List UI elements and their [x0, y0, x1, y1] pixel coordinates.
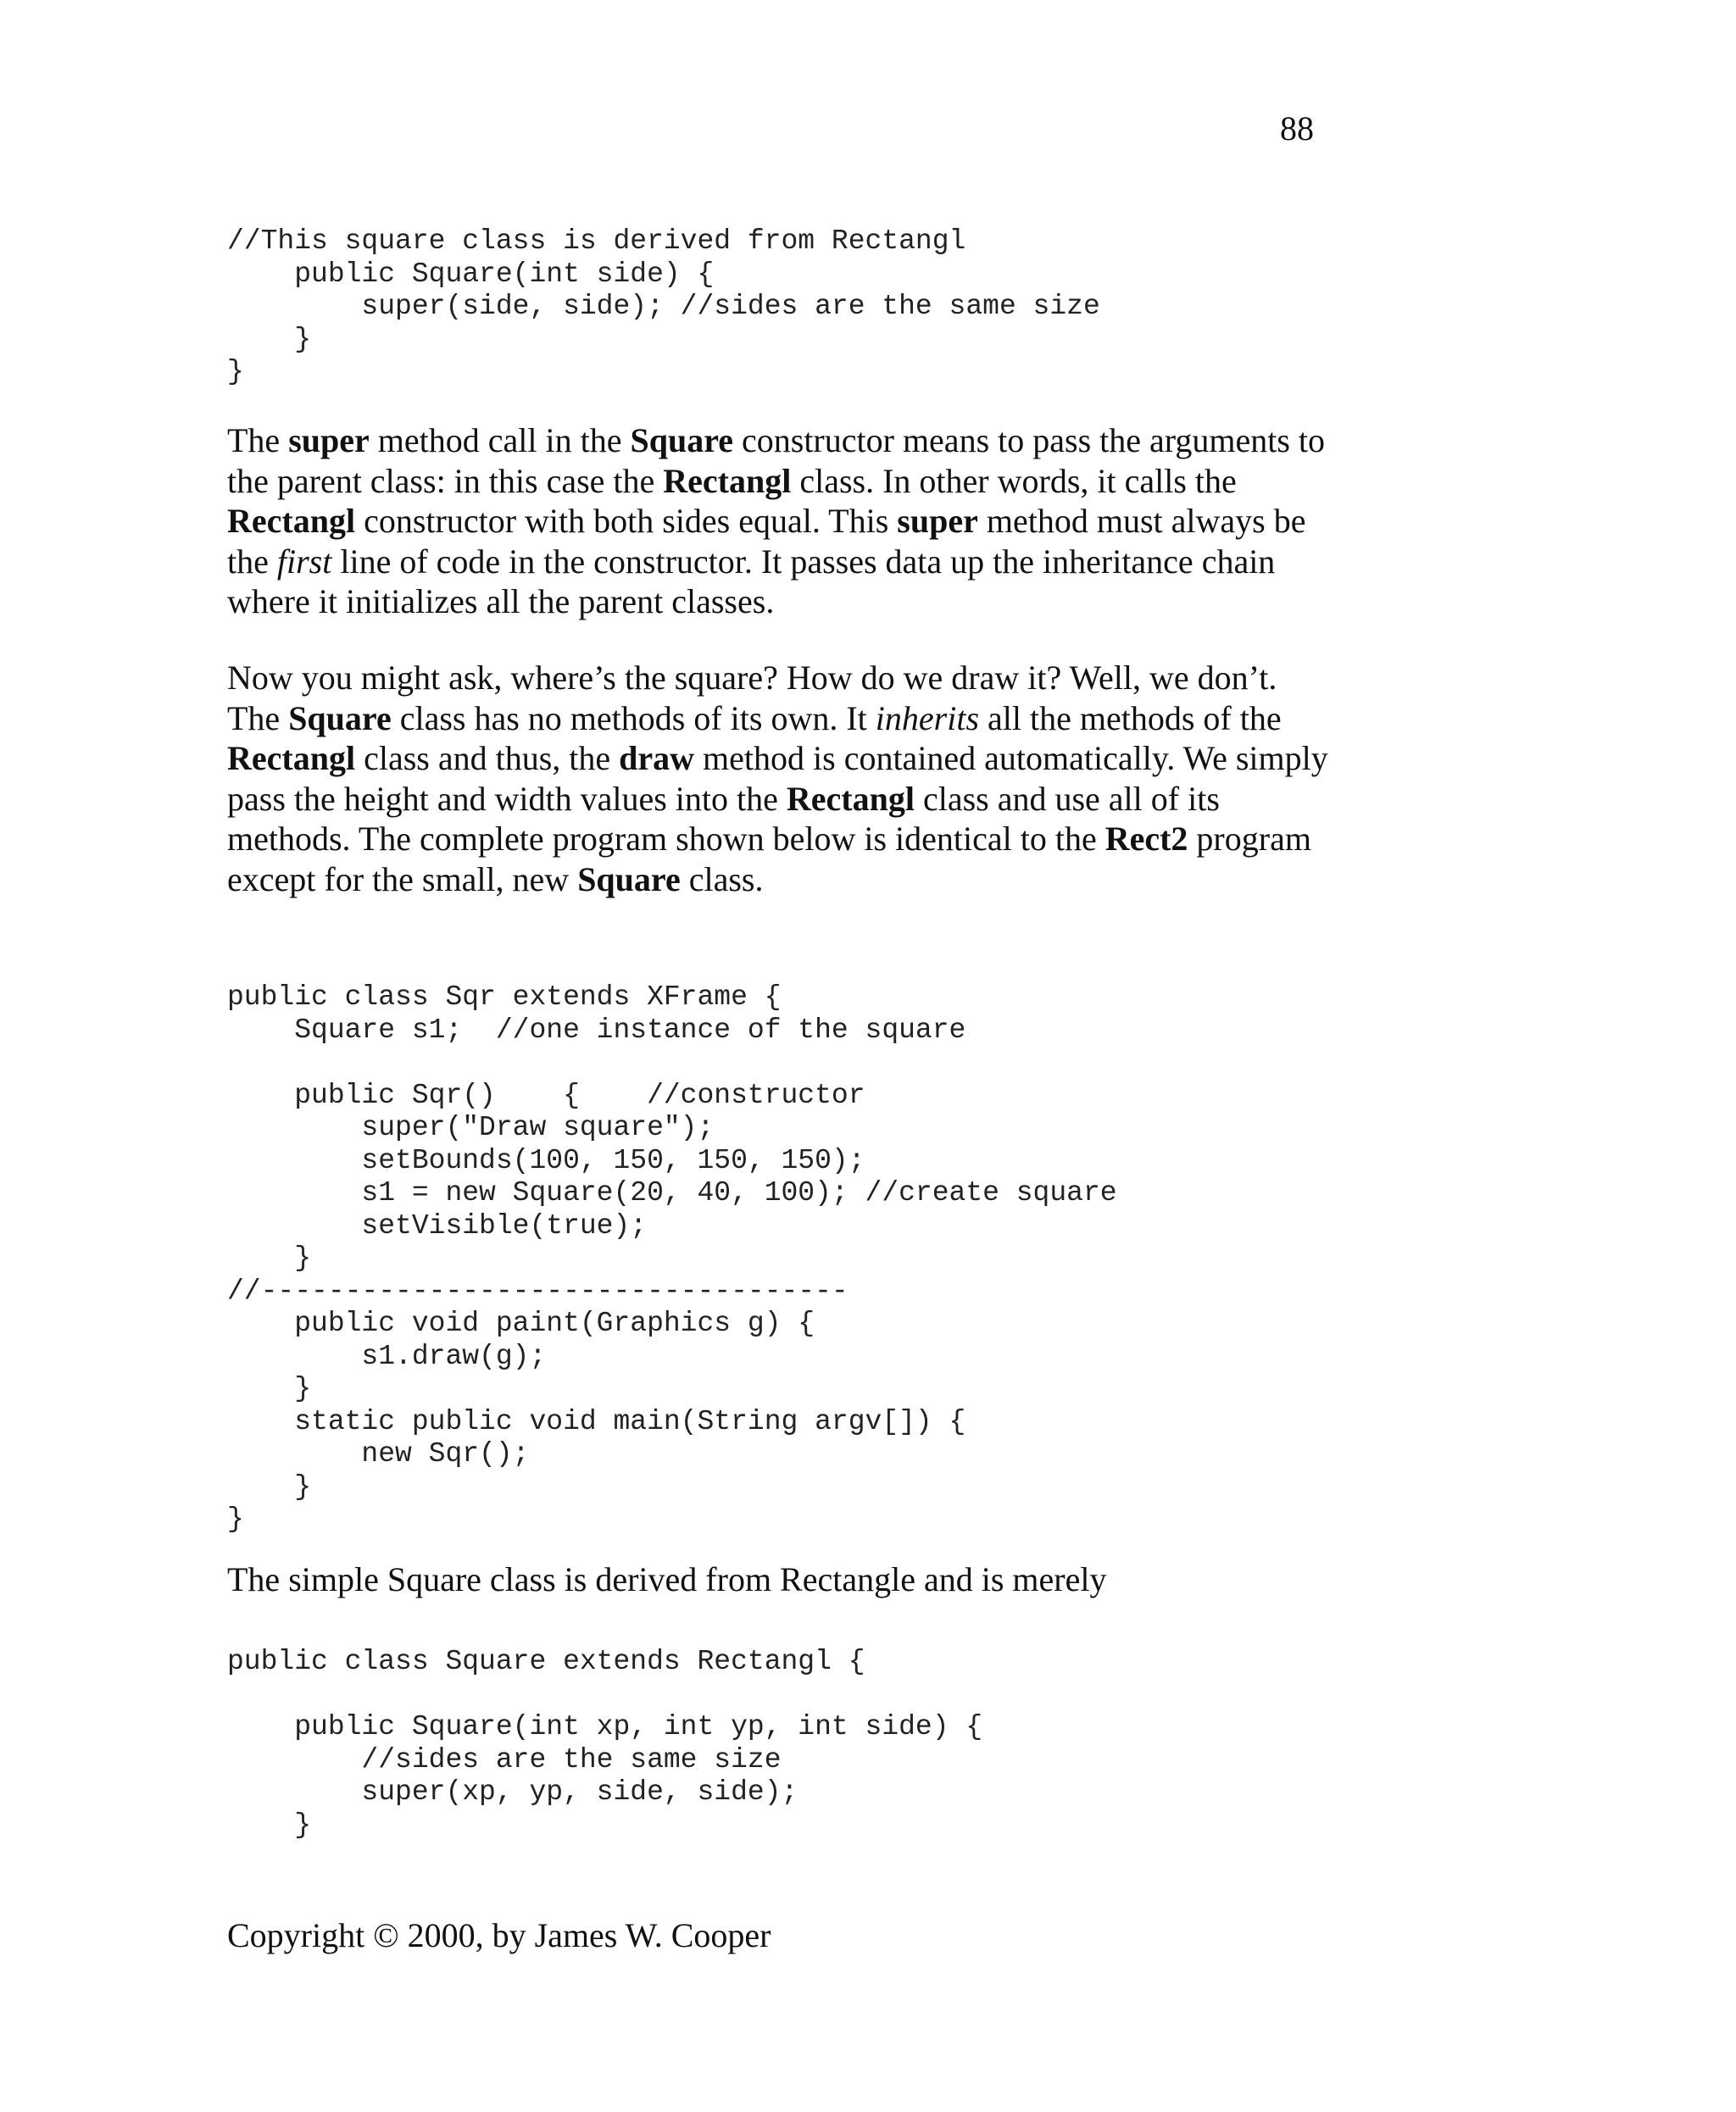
code-line: public class Sqr extends XFrame {	[227, 981, 782, 1013]
code-line: }	[227, 1242, 312, 1274]
code-line: //This square class is derived from Rectangl	[227, 225, 966, 257]
code-line: new Sqr();	[227, 1438, 530, 1470]
code-line: public void paint(Graphics g) {	[227, 1308, 815, 1339]
code-line: public Square(int xp, int yp, int side) {	[227, 1711, 983, 1742]
class-name: Square	[577, 859, 681, 898]
class-name: Rectangl	[227, 739, 356, 777]
text: class. In other words, it calls the	[791, 461, 1237, 500]
text: The	[227, 421, 289, 459]
class-name: Square	[288, 698, 392, 737]
emphasis: first	[276, 542, 332, 581]
text: method must always be the	[227, 502, 1306, 581]
code-line: super(xp, yp, side, side);	[227, 1776, 798, 1808]
code-block-square-constructor	[227, 225, 1100, 389]
code-line: s1 = new Square(20, 40, 100); //create square	[227, 1177, 1117, 1209]
paragraph-square-class-intro: The simple Square class is derived from Rectangle and is merely	[227, 1560, 1107, 1598]
copyright-footer: Copyright © 2000, by James W. Cooper	[227, 1916, 771, 1954]
text: class and use all of its methods. The complete program shown below is identical to the	[227, 779, 1220, 858]
code-line: setBounds(100, 150, 150, 150);	[227, 1144, 865, 1176]
text: method call in the	[369, 421, 631, 459]
paragraph-inheritance-explanation	[227, 658, 1329, 899]
text: constructor with both sides equal. This	[355, 502, 898, 540]
text: constructor means to pass the arguments to the parent class: in this case the	[227, 421, 1326, 500]
class-name: Square	[630, 421, 733, 459]
emphasis: inherits	[875, 698, 980, 737]
code-line	[227, 1679, 982, 1712]
code-line	[227, 1047, 1117, 1080]
code-line: s1.draw(g);	[227, 1340, 547, 1372]
class-name: Rectangl	[227, 502, 356, 540]
class-name: Rectangl	[786, 779, 915, 818]
text: class has no methods of its own. It	[391, 698, 876, 737]
text: class and thus, the	[355, 739, 620, 777]
page-number: 88	[1280, 109, 1314, 147]
code-line: }	[227, 1373, 312, 1404]
code-line: super(side, side); //sides are the same size	[227, 291, 1100, 322]
code-line: static public void main(String argv[]) {	[227, 1405, 966, 1437]
code-line: //sides are the same size	[227, 1743, 782, 1776]
method-name: draw	[619, 739, 695, 777]
program-name: Rect2	[1104, 820, 1188, 858]
code-block-sqr-program	[227, 981, 1117, 1537]
text: program except for the small, new	[227, 820, 1311, 898]
code-line: setVisible(true);	[227, 1209, 648, 1242]
code-line: super("Draw square");	[227, 1112, 715, 1143]
code-line: public Sqr() { //constructor	[227, 1079, 865, 1111]
code-line: public Square(int side) {	[227, 258, 715, 290]
class-name: Rectangl	[663, 461, 792, 500]
code-line: //-----------------------------------	[227, 1275, 849, 1307]
code-line: }	[227, 1809, 312, 1841]
keyword: super	[288, 421, 370, 459]
text: class.	[680, 859, 764, 898]
text: line of code in the constructor. It passes data up the inheritance chain where it initializes all the parent classes.	[227, 542, 1276, 620]
text: method is contained automatically. We simply pass the height and width values into the	[227, 739, 1328, 818]
code-block-square-class	[227, 1646, 982, 1842]
code-line: }	[227, 323, 312, 355]
code-line: Square s1; //one instance of the square	[227, 1014, 966, 1046]
text: Now you might ask, where’s the square? How do we draw it? Well, we don’t. The	[227, 659, 1277, 737]
code-line: }	[227, 356, 244, 387]
keyword: super	[897, 502, 978, 540]
code-line: }	[227, 1503, 244, 1535]
text: all the methods of the	[979, 698, 1282, 737]
code-line: }	[227, 1470, 312, 1503]
code-line: public class Square extends Rectangl {	[227, 1646, 865, 1677]
paragraph-super-explanation	[227, 420, 1329, 622]
